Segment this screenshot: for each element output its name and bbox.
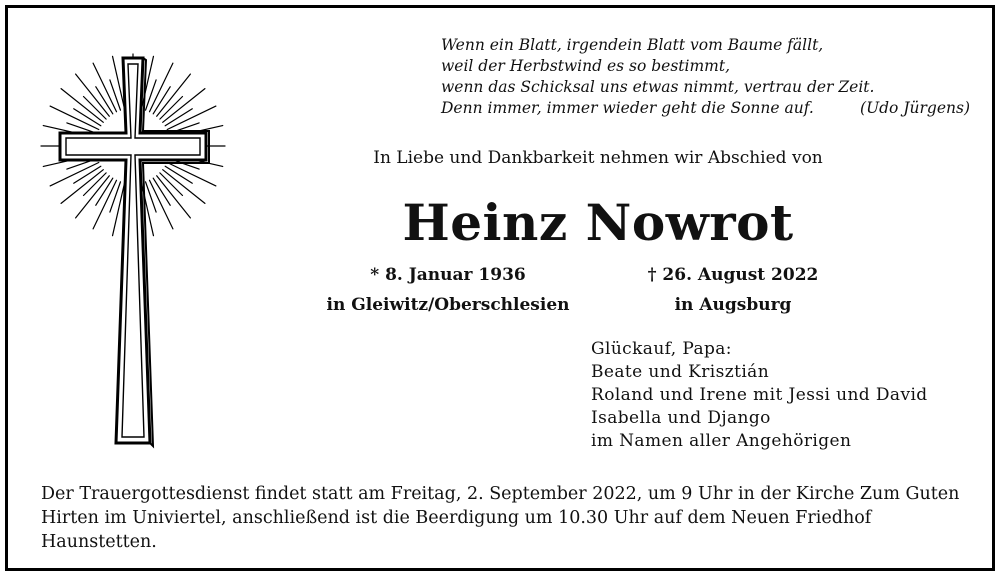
poem-author: (Udo Jürgens) — [860, 99, 970, 117]
birth-info — [308, 260, 588, 320]
service-announcement: Der Trauergottesdienst findet statt am Freitag, 2. September 2022, um 9 Uhr in der Kirche Zum Guten Hirten im Univiertel, anschließend ist die Beerdigung um 10.30 Uhr auf dem Neuen Friedhof Haunstetten. — [41, 484, 960, 552]
poem-line: Wenn ein Blatt, irgendein Blatt vom Baume fällt, — [441, 36, 824, 54]
death-place: in Augsburg — [674, 295, 792, 315]
family-line: Isabella und Django — [591, 408, 771, 428]
cross-ray — [157, 176, 191, 218]
death-info — [588, 260, 878, 320]
birth-date: * 8. Januar 1936 — [370, 265, 526, 285]
cross-ray — [163, 170, 205, 204]
birth-place: in Gleiwitz/Oberschlesien — [326, 295, 570, 315]
family-line: Beate und Krisztián — [591, 362, 770, 382]
poem-line: weil der Herbstwind es so bestimmt, — [441, 57, 731, 75]
obituary-notice — [5, 5, 995, 571]
poem-line: Denn immer, immer wieder geht die Sonne auf. — [441, 99, 814, 117]
cross-ray — [157, 74, 191, 116]
cross-ray — [76, 176, 110, 218]
cross-ray — [61, 170, 103, 204]
family-line: Roland und Irene mit Jessi und David — [591, 385, 928, 405]
family-line: Glückauf, Papa: — [591, 339, 732, 359]
poem — [441, 35, 981, 119]
death-date: † 26. August 2022 — [647, 265, 819, 285]
radiant-cross-icon — [38, 38, 228, 458]
intro-text: In Liebe und Dankbarkeit nehmen wir Abschied von — [373, 148, 823, 168]
cross-ray — [163, 89, 205, 123]
poem-line: wenn das Schicksal uns etwas nimmt, vertrau der Zeit. — [441, 78, 875, 96]
family-signature — [591, 338, 928, 453]
cross-ray — [76, 74, 110, 116]
cross-ray — [61, 89, 103, 123]
deceased-name: Heinz Nowrot — [402, 193, 794, 252]
family-line: im Namen aller Angehörigen — [591, 431, 852, 451]
